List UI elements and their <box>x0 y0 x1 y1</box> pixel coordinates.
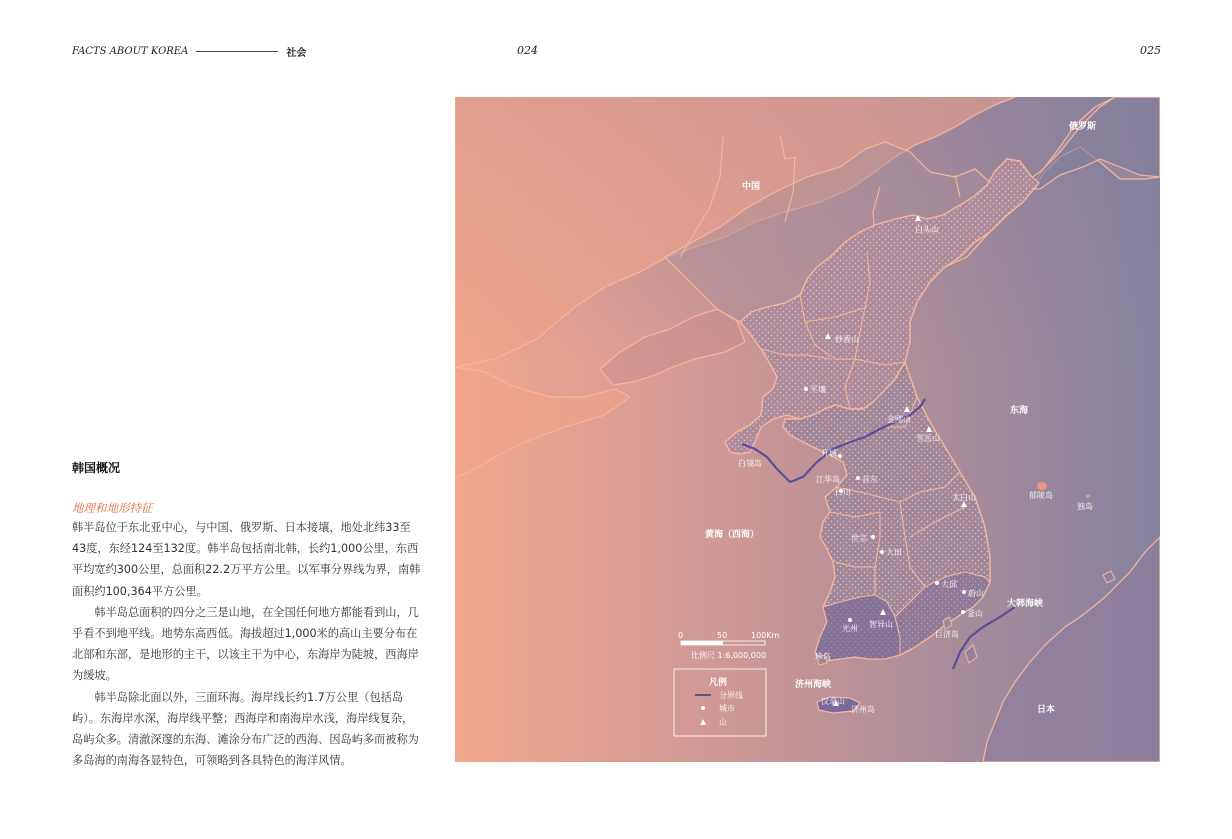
label-jejudo: 济州岛 <box>851 705 875 714</box>
label-jindo: 珍岛 <box>815 652 831 661</box>
page-number-left: 024 <box>517 44 538 57</box>
label-korea-strait: 大韩海峡 <box>1007 599 1044 609</box>
label-russia: 俄罗斯 <box>1069 122 1097 132</box>
label-sejong: 世宗 <box>851 534 867 543</box>
label-geumgangsan: 金刚山 <box>887 415 911 424</box>
scale-tick-0: 0 <box>678 631 684 640</box>
label-yellow-sea: 黄海（西海） <box>705 530 760 540</box>
label-japan: 日本 <box>1037 705 1056 715</box>
label-ulsan: 蔚山 <box>968 589 984 598</box>
label-daejeon: 大田 <box>886 548 902 557</box>
page-number-right: 025 <box>1140 44 1161 57</box>
paragraph: 韩半岛总面积的四分之三是山地，在全国任何地方都能看到山，几乎看不到地平线。地势东高西低。海拔超过1,000米的高山主要分布在北部和东部，是地形的主干，以该主干为中心，东海岸为陡坡，西海岸为缓坡。 <box>72 605 419 683</box>
article-body <box>72 517 422 771</box>
legend-dmz: 分界线 <box>719 691 743 700</box>
label-jeju-strait: 济州海峡 <box>795 680 832 690</box>
label-busan: 釜山 <box>967 609 983 618</box>
scale-ratio: 比例尺 1:6,000,000 <box>691 651 767 660</box>
section-name: 社会 <box>286 48 307 59</box>
label-taebaeksan: 太白山 <box>952 493 976 502</box>
ulleungdo <box>1037 482 1047 490</box>
korea-map <box>455 97 1160 762</box>
article-title: 韩国概况 <box>72 461 121 475</box>
label-myohyangsan: 妙香山 <box>835 335 859 344</box>
label-geojedo: 巨济岛 <box>935 630 959 639</box>
label-seoul: 首尔 <box>862 475 878 484</box>
label-seoraksan: 雪岳山 <box>916 434 940 443</box>
label-hallasan: 汉拿山 <box>821 697 845 706</box>
label-ganghwado: 江华岛 <box>816 475 840 484</box>
label-incheon: 仁川 <box>835 488 851 497</box>
legend-title: 凡例 <box>709 678 728 688</box>
dokdo <box>1086 494 1090 498</box>
label-pyongyang: 平壤 <box>810 385 826 394</box>
brand-name: FACTS ABOUT KOREA <box>72 46 189 57</box>
legend-mountain: 山 <box>719 718 727 727</box>
label-kaesong: 开城 <box>821 449 837 458</box>
scale-tick-50: 50 <box>717 631 728 640</box>
label-ulleungdo: 郁陵岛 <box>1029 491 1053 500</box>
paragraph: 韩半岛除北面以外，三面环海。海岸线长约1.7万公里（包括岛屿）。东海岸水深，海岸线平整；西海岸和南海岸水浅，海岸线复杂，岛屿众多。清澈深邃的东海、滩涂分布广泛的西海、因岛屿多而被称为多岛海的南海各显特色，可领略到各具特色的海洋风情。 <box>72 690 419 768</box>
running-header <box>72 44 306 59</box>
label-gwangju: 光州 <box>842 624 858 633</box>
label-east-sea: 东海 <box>1010 406 1029 416</box>
label-baengnyeongdo: 白翎岛 <box>738 459 762 468</box>
article-subtitle: 地理和地形特征 <box>72 501 153 515</box>
label-dokdo: 独岛 <box>1077 502 1093 511</box>
label-china: 中国 <box>742 182 761 192</box>
header-rule <box>196 51 278 52</box>
legend-city: 城市 <box>719 704 735 713</box>
paragraph: 韩半岛位于东北亚中心，与中国、俄罗斯、日本接壤，地处北纬33至43度，东经124至132度。韩半岛包括南北韩，长约1,000公里，东西平均宽约300公里，总面积22.2万平方公里。以军事分界线为界，南韩面积约100,364平方公里。 <box>72 521 421 598</box>
label-baekdusan: 白头山 <box>915 225 939 234</box>
scale-tick-100: 100Km <box>751 631 780 640</box>
label-jirisan: 智异山 <box>869 620 893 629</box>
label-daegu: 大邱 <box>941 580 957 589</box>
